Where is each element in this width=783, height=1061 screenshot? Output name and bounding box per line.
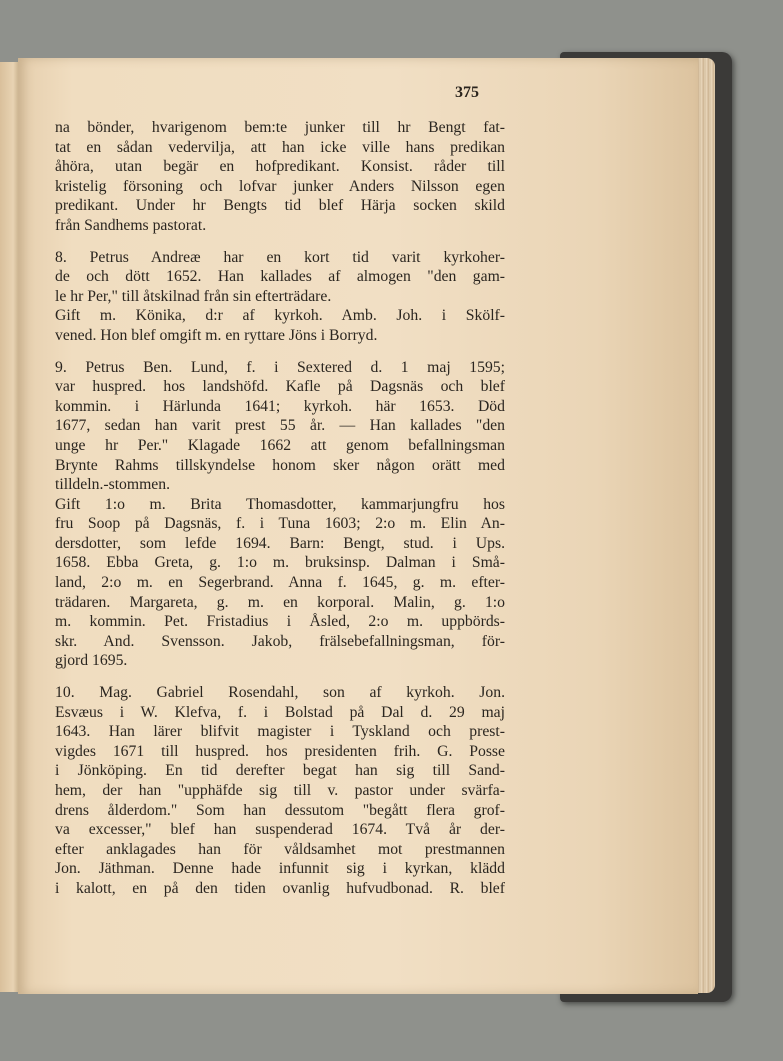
text-line: land, 2:o m. en Segerbrand. Anna f. 1645, g. m. efter- [55,574,505,592]
text-line: Gift m. Könika, d:r af kyrkoh. Amb. Joh. i Skölf- [55,307,505,325]
text-line: unge hr Per." Klagade 1662 att genom befallningsman [55,436,505,454]
text-line: vened. Hon blef omgift m. en ryttare Jöns i Borryd. [55,326,378,344]
text-line: tat en sådan vedervilja, att han icke ville hans predikan [55,138,505,156]
text-line: åhöra, utan begär en hofpredikant. Konsist. råder till [55,158,505,176]
text-line: vigdes 1671 till huspred. hos presidenten frih. G. Posse [55,742,505,760]
text-line: drens ålderdom." Som han dessutom "begått flera grof- [55,801,505,819]
text-line: kristelig försoning och lofvar junker Anders Nilsson egen [55,177,505,195]
paragraph-gap [55,671,505,683]
page-text [55,118,505,899]
text-line: kommin. i Härlunda 1641; kyrkoh. här 1653. Död [55,397,505,415]
text-line: 9. Petrus Ben. Lund, f. i Sextered d. 1 maj 1595; [55,358,505,376]
text-line: dersdotter, som lefde 1694. Barn: Bengt, stud. i Ups. [55,534,505,552]
text-line: 10. Mag. Gabriel Rosendahl, son af kyrkoh. Jon. [55,684,505,702]
text-line: 8. Petrus Andreæ har en kort tid varit kyrkoher- [55,248,505,266]
text-line: Gift 1:o m. Brita Thomasdotter, kammarjungfru hos [55,495,505,513]
text-line: 1658. Ebba Greta, g. 1:o m. bruksinsp. Dalman i Små- [55,554,505,572]
text-line: efter anklagades han för våldsamhet mot prestmannen [55,840,505,858]
text-line: tilldeln.-stommen. [55,476,171,494]
text-line: gjord 1695. [55,652,128,670]
text-line: från Sandhems pastorat. [55,216,207,234]
text-line: de och dött 1652. Han kallades af almogen "den gam- [55,268,505,286]
text-line: Jon. Jäthman. Denne hade infunnit sig i kyrkan, klädd [55,860,505,878]
text-line: m. kommin. Pet. Fristadius i Åsled, 2:o m. uppbörds- [55,613,505,631]
text-line: fru Soop på Dagsnäs, f. i Tuna 1603; 2:o m. Elin An- [55,515,505,533]
text-line: Brynte Rahms tillskyndelse honom sker någon orätt med [55,456,505,474]
text-line: i kalott, en på den tiden ovanlig hufvudbonad. R. blef [55,879,505,897]
page-number: 375 [455,84,479,101]
text-line: hem, der han "upphäfde sig till v. pastor under svärfa- [55,782,505,799]
text-line: skr. And. Svensson. Jakob, frälsebefallningsman, för- [55,632,505,650]
text-line: 1677, sedan han varit prest 55 år. — Han kallades "den [55,417,505,435]
text-line: na bönder, hvarigenom bem:te junker till hr Bengt fat- [55,119,505,136]
text-line: predikant. Under hr Bengts tid blef Härja socken skild [55,197,505,215]
text-line: i Jönköping. En tid derefter begat han sig till Sand- [55,762,505,780]
text-line: var huspred. hos landshöfd. Kafle på Dagsnäs och blef [55,378,505,396]
text-line: Esvæus i W. Klefva, f. i Bolstad på Dal d. 29 maj [55,703,505,721]
text-line: le hr Per," till åtskilnad från sin efterträdare. [55,287,332,305]
text-line: va excesser," blef han suspenderad 1674. Två år der- [55,821,505,839]
text-line: 1643. Han lärer blifvit magister i Tyskland och prest- [55,723,505,741]
text-line: trädaren. Margareta, g. m. en korporal. Malin, g. 1:o [55,593,505,611]
paragraph-gap [55,236,505,248]
paragraph-gap [55,346,505,358]
